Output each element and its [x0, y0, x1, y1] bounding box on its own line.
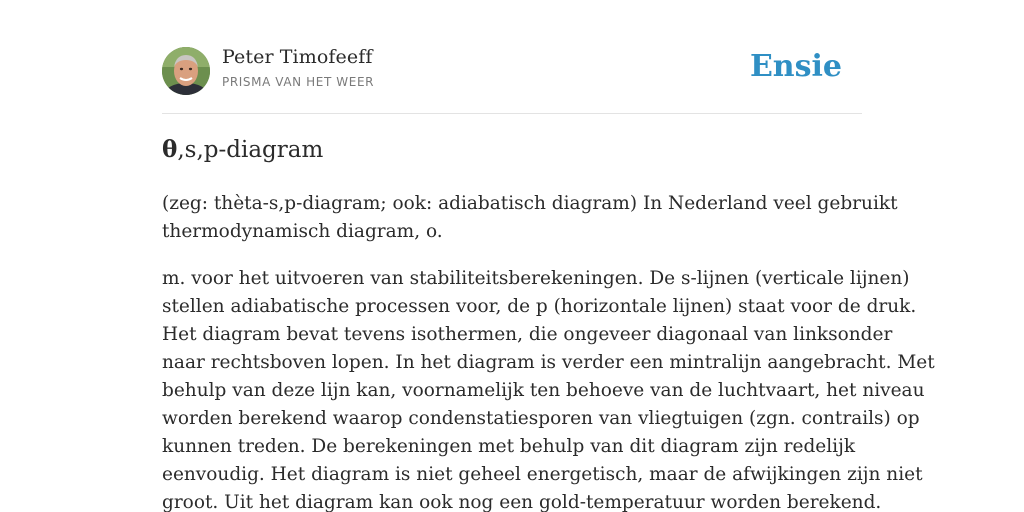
- paragraph-line: Het diagram bevat tevens isothermen, die ongeveer diagonaal van linksonder: [162, 324, 893, 345]
- entry-paragraph-2: [162, 265, 935, 512]
- paragraph-line: stellen adiabatische processen voor, de p (horizontale lijnen) staat voor de druk.: [162, 296, 917, 317]
- author-name[interactable]: Peter Timofeeff: [222, 46, 373, 68]
- entry-paragraph-1: [162, 190, 898, 246]
- paragraph-line: (zeg: thèta-s,p-diagram; ook: adiabatisch diagram) In Nederland veel gebruikt: [162, 193, 898, 214]
- avatar[interactable]: [162, 47, 210, 95]
- entry-title: [162, 136, 323, 163]
- entry-title-symbol: θ: [162, 136, 178, 163]
- author-header: [162, 46, 862, 96]
- paragraph-line: groot. Uit het diagram kan ook nog een gold-temperatuur worden berekend.: [162, 492, 882, 512]
- brand-logo[interactable]: Ensie: [749, 49, 842, 84]
- paragraph-line: behulp van deze lijn kan, voornamelijk ten behoeve van de luchtvaart, het niveau: [162, 380, 925, 401]
- paragraph-line: worden berekend waarop condenstatiesporen van vliegtuigen (zgn. contrails) op: [162, 408, 920, 429]
- entry-title-text: ,s,p-diagram: [177, 137, 324, 163]
- paragraph-line: thermodynamisch diagram, o.: [162, 221, 443, 242]
- author-source[interactable]: PRISMA VAN HET WEER: [222, 75, 375, 89]
- header-divider: [162, 113, 862, 114]
- paragraph-line: m. voor het uitvoeren van stabiliteitsberekeningen. De s-lijnen (verticale lijnen): [162, 268, 910, 289]
- paragraph-line: kunnen treden. De berekeningen met behulp van dit diagram zijn redelijk: [162, 436, 856, 457]
- author-photo-icon: [162, 47, 210, 95]
- paragraph-line: eenvoudig. Het diagram is niet geheel energetisch, maar de afwijkingen zijn niet: [162, 464, 923, 485]
- paragraph-line: naar rechtsboven lopen. In het diagram is verder een mintralijn aangebracht. Met: [162, 352, 935, 373]
